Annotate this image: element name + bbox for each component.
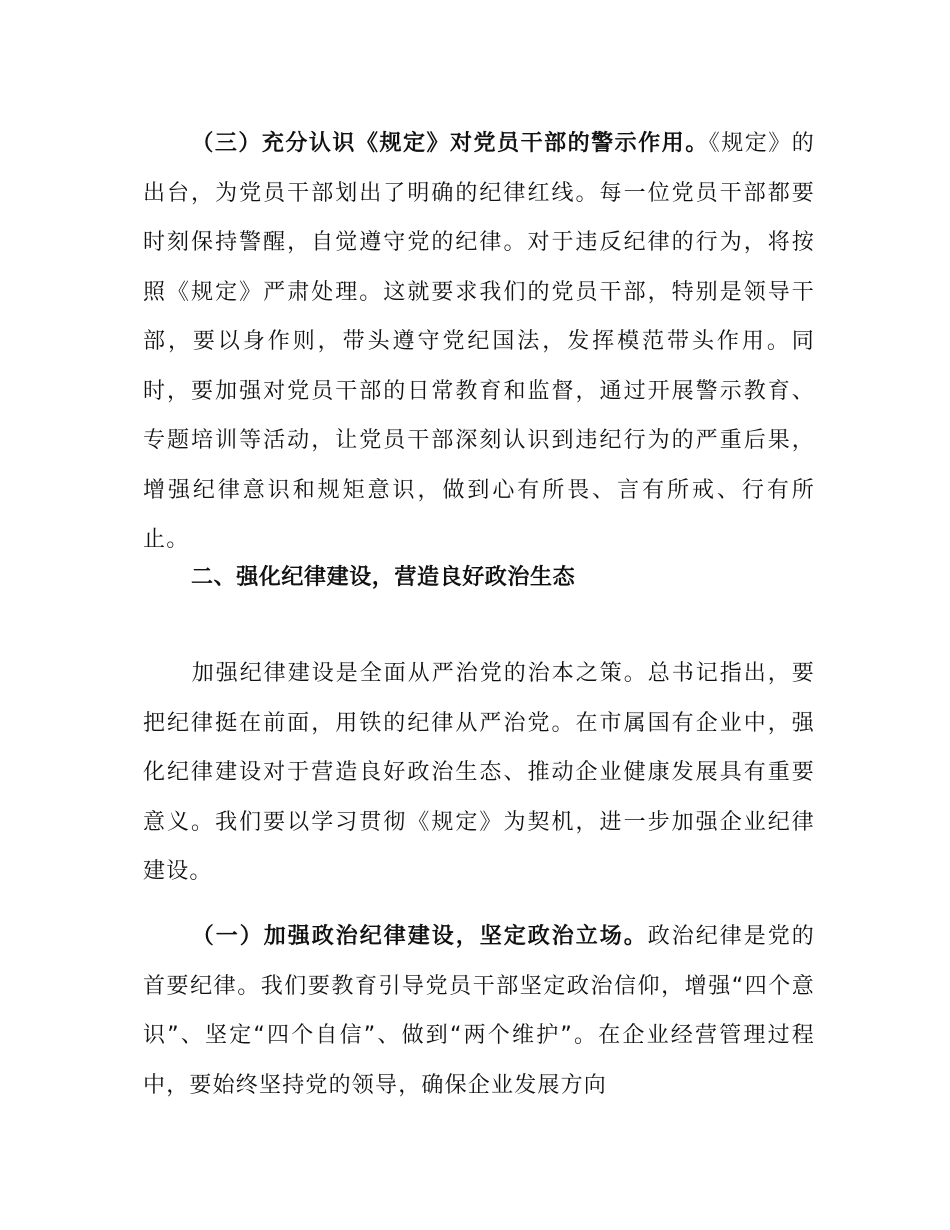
- paragraph-section-1-3: [143, 119, 815, 565]
- paragraph-lead-heading: （三）充分认识《规定》对党员干部的警示作用。: [191, 131, 709, 156]
- paragraph-body-text: 加强纪律建设是全面从严治党的治本之策。总书记指出，要把纪律挺在前面，用铁的纪律从严治党。在市属国有企业中，强化纪律建设对于营造良好政治生态、推动企业健康发展具有重要意义。我们要以学习贯彻《规定》为契机，进一步加强企业纪律建设。: [143, 661, 815, 884]
- paragraph-body-text: 《规定》的出台，为党员干部划出了明确的纪律红线。每一位党员干部都要时刻保持警醒，自觉遵守党的纪律。对于违反纪律的行为，将按照《规定》严肃处理。这就要求我们的党员干部，特别是领导干部，要以身作则，带头遵守党纪国法，发挥模范带头作用。同时，要加强对党员干部的日常教育和监督，通过开展警示教育、专题培训等活动，让党员干部深刻认识到违纪行为的严重后果，增强纪律意识和规矩意识，做到心有所畏、言有所戒、行有所止。: [143, 131, 815, 552]
- section-heading-2: 二、强化纪律建设，营造良好政治生态: [191, 565, 576, 590]
- paragraph-body-text: 政治纪律是党的首要纪律。我们要教育引导党员干部坚定政治信仰，增强“四个意识”、坚定“四个自信”、做到“两个维护”。在企业经营管理过程中，要始终坚持党的领导，确保企业发展方向: [143, 924, 815, 1098]
- paragraph-section-2-intro: [143, 649, 815, 897]
- paragraph-lead-heading: （一）加强政治纪律建设，坚定政治立场。: [191, 924, 648, 949]
- paragraph-section-2-1: [143, 912, 815, 1110]
